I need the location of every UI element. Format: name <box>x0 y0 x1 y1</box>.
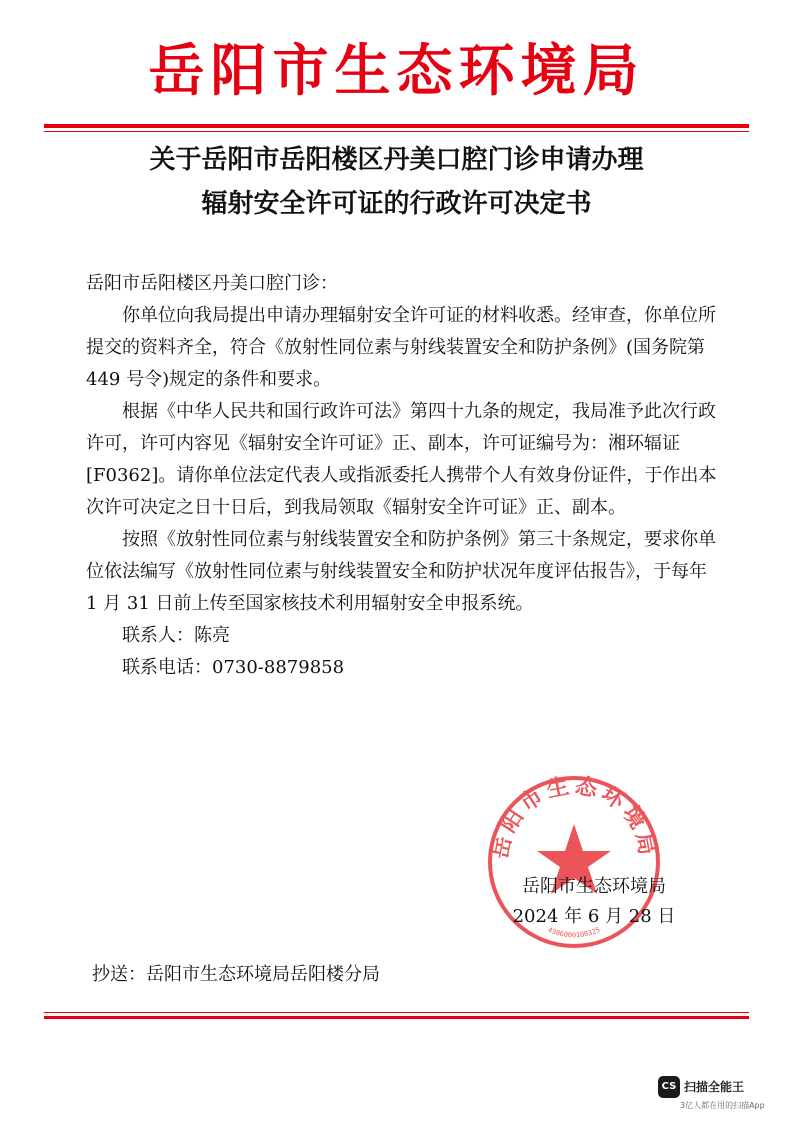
document-title <box>40 138 753 226</box>
paragraph-3: 按照《放射性同位素与射线装置安全和防护条例》第三十条规定，要求你单位依法编写《放射性同位素与射线装置安全和防护状况年度评估报告》，于每年 1 月 31 日前上传至国家核技术利用辐射安全申报系统。 <box>86 529 716 614</box>
agency-letterhead: 岳阳市生态环境局 <box>148 38 645 104</box>
signature-block <box>484 872 704 932</box>
scanner-watermark <box>658 1076 784 1116</box>
letterhead-rule-thick <box>44 124 749 128</box>
scanner-logo-icon: CS <box>658 1076 680 1098</box>
addressee: 岳阳市岳阳楼区丹美口腔门诊： <box>86 273 338 294</box>
document-title-line2: 辐射安全许可证的行政许可决定书 <box>201 189 592 219</box>
seal-code: 4306000100325 <box>546 925 602 940</box>
letterhead-rule-thin <box>44 131 749 132</box>
footer-rule-thin <box>44 1012 749 1013</box>
document-title-line1: 关于岳阳市岳阳楼区丹美口腔门诊申请办理 <box>149 145 644 175</box>
scanner-name: 扫描全能王 <box>684 1080 745 1094</box>
paragraph-2: 根据《中华人民共和国行政许可法》第四十九条的规定，我局准予此次行政许可，许可内容见《辐射安全许可证》正、副本，许可证编号为：湘环辐证[F0362]。请你单位法定代表人或指派委托人携带个人有效身份证件，于作出本次许可决定之日十日后，到我局领取《辐射安全许可证》正、副本。 <box>86 401 717 518</box>
cc-line: 抄送：岳阳市生态环境局岳阳楼分局 <box>92 964 380 985</box>
signature-agency: 岳阳市生态环境局 <box>522 876 666 897</box>
document-body <box>86 268 722 684</box>
paragraph-1: 你单位向我局提出申请办理辐射安全许可证的材料收悉。经审查，你单位所提交的资料齐全，符合《放射性同位素与射线装置安全和防护条例》(国务院第 449 号令)规定的条件和要求。 <box>86 305 716 390</box>
signature-date: 2024 年 6 月 28 日 <box>512 906 676 927</box>
contact-person: 联系人：陈亮 <box>122 625 230 646</box>
scanner-tagline: 3亿人都在用的扫描App <box>680 1101 765 1110</box>
contact-phone: 联系电话：0730-8879858 <box>122 657 345 678</box>
footer-rule-thick <box>44 1016 749 1019</box>
seal-text: 岳阳市生态环境局 <box>488 773 660 861</box>
